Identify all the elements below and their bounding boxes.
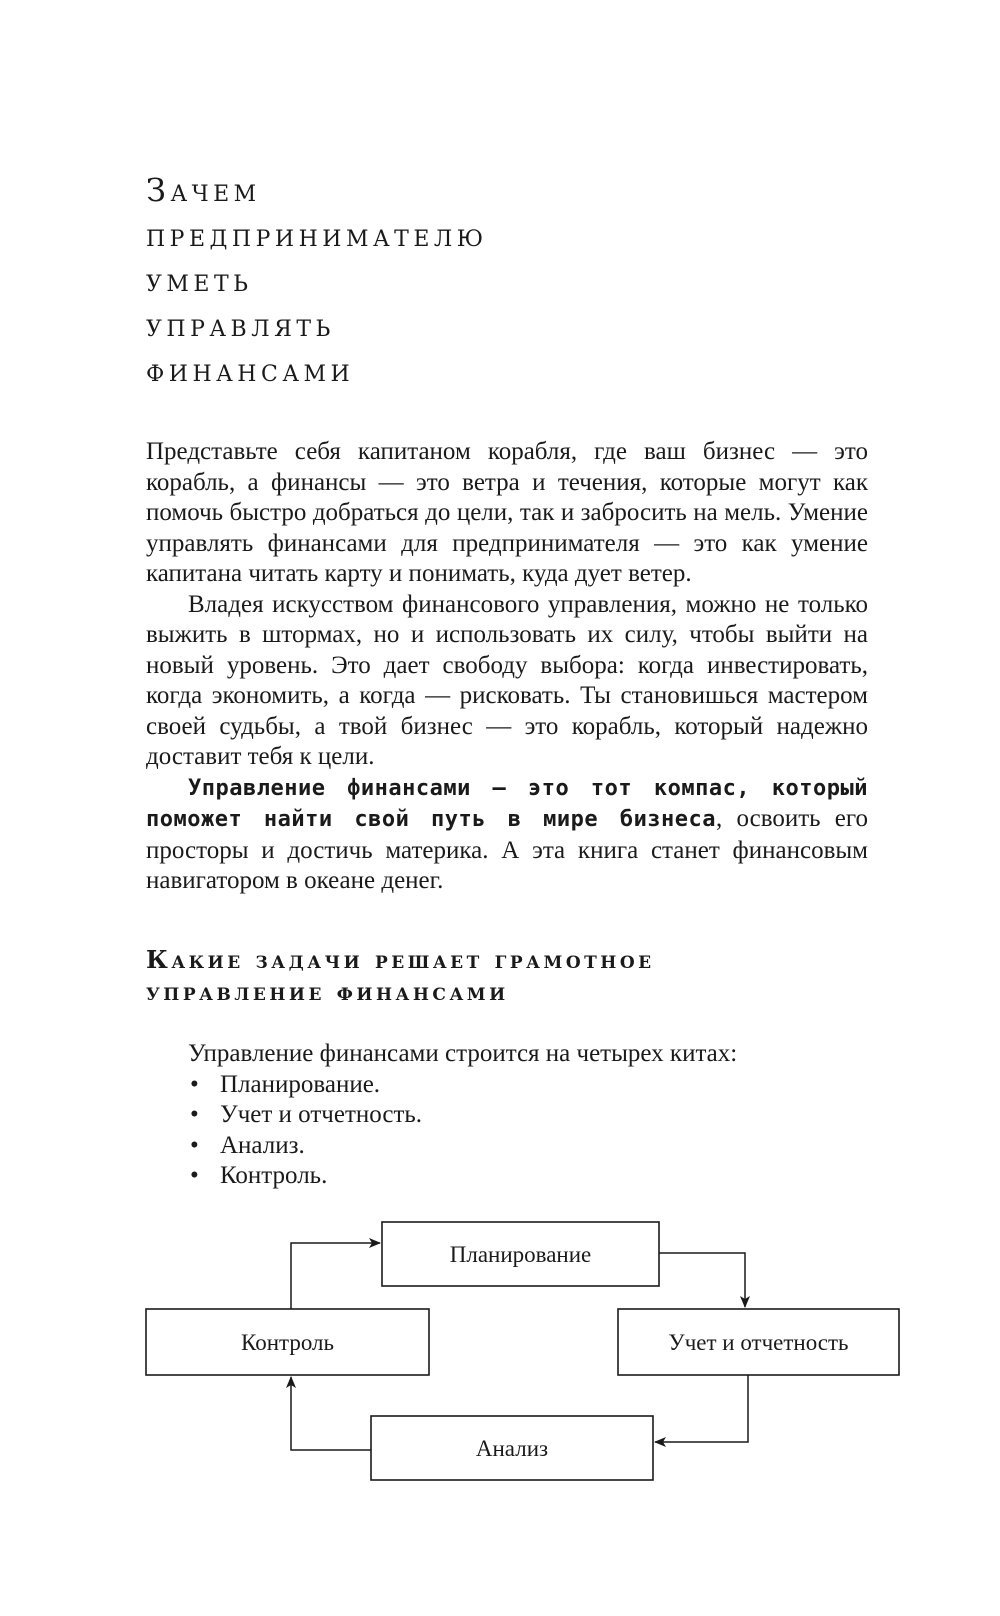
accounting-box xyxy=(618,1309,899,1375)
list-item-text: Учет и отчетность. xyxy=(220,1101,423,1128)
intro-paragraph-3 xyxy=(146,773,868,897)
section-title-line-1: Какие задачи решает грамотное xyxy=(146,945,655,974)
list-item xyxy=(146,1131,868,1162)
title-word: предпринимателю xyxy=(146,216,488,254)
pillars-list xyxy=(146,1070,868,1192)
intro-text xyxy=(146,437,868,897)
intro-paragraph-3-rest: , освоить его просторы и достичь материка. А эта книга станет финансовым навигатором в океане денег. xyxy=(146,805,868,894)
title-word: уметь xyxy=(146,261,253,299)
planning-label: Планирование xyxy=(449,1242,592,1267)
list-item xyxy=(146,1070,868,1101)
analysis-box xyxy=(371,1416,653,1480)
title-word: Зачем xyxy=(146,171,261,209)
title-word: финансами xyxy=(146,351,355,389)
list-item-text: Планирование. xyxy=(220,1070,381,1098)
control-box xyxy=(146,1309,429,1375)
intro-paragraph-1: Представьте себя капитаном корабля, где ваш бизнес — это корабль, а финансы — это ветра и течения, которые могут как помочь быстро добраться до цели, так и забросить на мель. Умение управлять финансами для предпринимателя — это как умение капитана читать карту и понимать, куда дует ветер. xyxy=(146,438,868,587)
list-item xyxy=(146,1161,868,1192)
key-statement: Управление финансами — это тот компас, который поможет найти свой путь в мире бизнеса xyxy=(146,775,868,832)
list-item xyxy=(146,1100,868,1131)
bullet-icon: • xyxy=(190,1070,199,1098)
section-title xyxy=(146,944,906,1008)
bullet-icon: • xyxy=(190,1101,199,1128)
control-label: Контроль xyxy=(241,1330,334,1355)
arrow-accounting-to-analysis xyxy=(655,1375,748,1442)
pillars-lead: Управление финансами строится на четырех китах: xyxy=(188,1040,738,1067)
pillars-block xyxy=(146,1039,868,1192)
arrow-planning-to-accounting xyxy=(659,1253,745,1307)
bullet-icon: • xyxy=(190,1131,199,1159)
chapter-title-line-1 xyxy=(146,168,906,258)
arrow-analysis-to-control xyxy=(291,1377,371,1450)
accounting-label: Учет и отчетность xyxy=(668,1330,849,1355)
analysis-label: Анализ xyxy=(475,1436,549,1461)
arrow-control-to-planning xyxy=(291,1243,380,1309)
list-item-text: Анализ. xyxy=(220,1131,305,1159)
intro-paragraph-2: Владея искусством финансового управления, можно не только выжить в штормах, но и использовать их силу, чтобы выйти на новый уровень. Это дает свободу выбора: когда инвестировать, когда экономить, а когда — рисковать. Ты становишься мастером своей судьбы, а твой бизнес — это корабль, который надежно доставит тебя к цели. xyxy=(146,590,868,770)
section-title-line-2: управление финансами xyxy=(146,977,509,1006)
list-item-text: Контроль. xyxy=(220,1162,328,1189)
planning-box xyxy=(382,1222,659,1286)
chapter-title-line-2 xyxy=(146,258,906,393)
title-word: управлять xyxy=(146,306,335,344)
bullet-icon: • xyxy=(190,1162,199,1189)
chapter-title xyxy=(146,168,906,393)
